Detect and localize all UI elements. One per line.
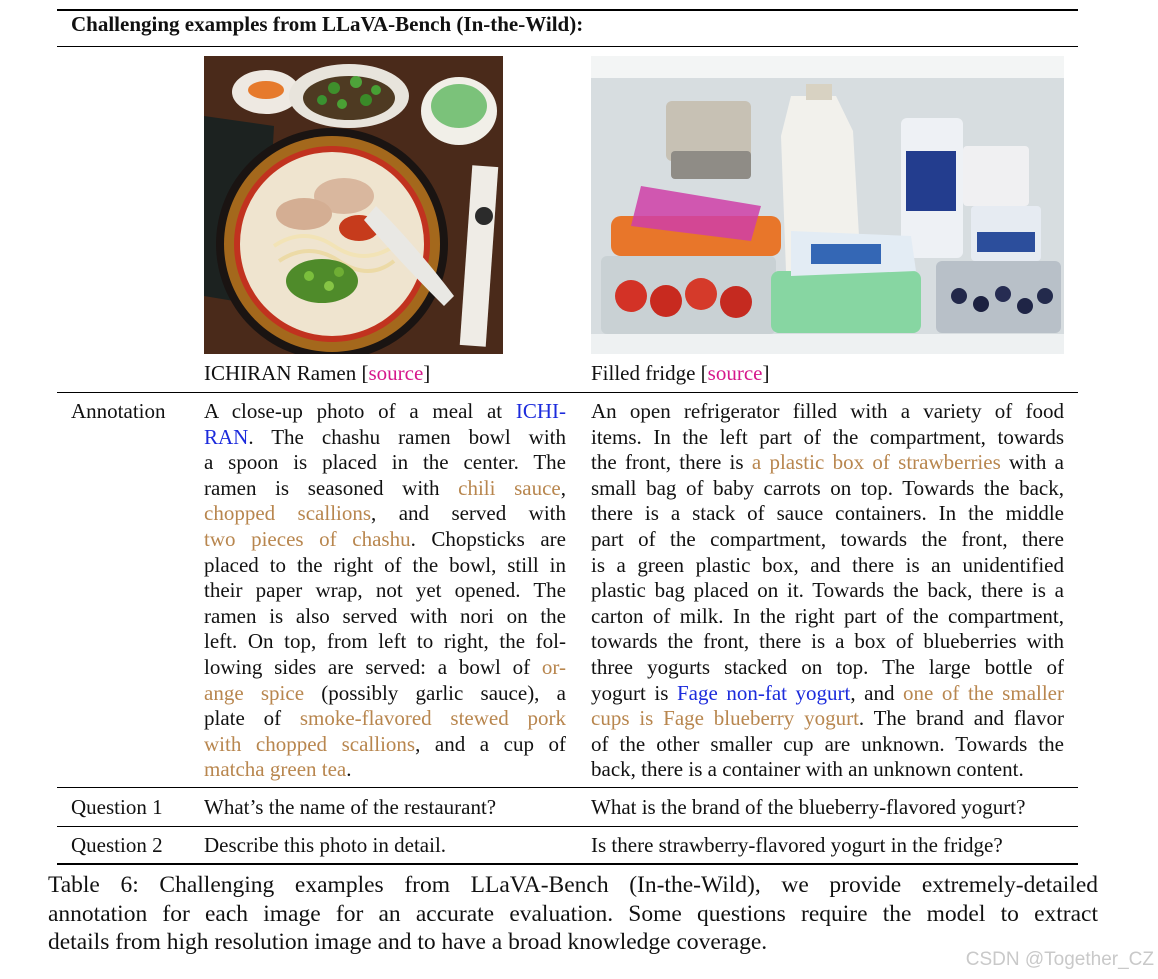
fridge-line-13: cups is Fage blueberry yogurt. The brand and flavor xyxy=(591,706,1064,731)
ramen-question2: Describe this photo in detail. xyxy=(204,833,447,857)
fridge-question2: Is there strawberry-flavored yogurt in the fridge? xyxy=(591,833,1003,857)
fridge-line-10: towards the front, there is a box of blueberries with xyxy=(591,629,1064,654)
table-bottom-rule xyxy=(57,863,1078,865)
fage-link[interactable]: Fage non-fat yogurt xyxy=(676,680,851,705)
ramen-annotation xyxy=(204,399,566,783)
ramen-line-13: plate of smoke-flavored stewed pork xyxy=(204,706,566,731)
table-caption-line-1: Table 6: Challenging examples from LLaVA-Bench (In-the-Wild), we provide extremely-detailed xyxy=(48,872,1098,898)
ramen-question1: What’s the name of the restaurant? xyxy=(204,795,497,819)
fridge-line-9: carton of milk. In the right part of the compartment, xyxy=(591,603,1064,628)
ramen-photo xyxy=(204,56,503,354)
fridge-line-1: An open refrigerator filled with a variety of food xyxy=(591,399,1064,423)
fridge-line-11: three yogurts stacked on top. The large bottle of xyxy=(591,654,1064,679)
hl-chili-sauce: chili sauce xyxy=(458,475,561,500)
fridge-line-6: part of the compartment, towards the front, there xyxy=(591,526,1064,551)
image-row-rule xyxy=(57,392,1078,393)
hl-smoke-pork: smoke-flavored stewed pork xyxy=(299,706,566,731)
hl-with-scallions: with chopped scallions xyxy=(204,731,416,756)
fridge-line-7: is a green plastic box, and there is an unidentified xyxy=(591,552,1064,577)
ramen-line-10: left. On top, from left to right, the fol- xyxy=(204,629,566,654)
hl-orange-part2: ange spice xyxy=(204,680,305,705)
ramen-source-link[interactable]: source xyxy=(368,361,424,385)
ramen-caption: ICHIRAN Ramen [source] xyxy=(204,361,431,385)
fridge-question1: What is the brand of the blueberry-flavored yogurt? xyxy=(591,795,1026,819)
fridge-annotation xyxy=(591,399,1064,783)
fridge-caption: Filled fridge [source] xyxy=(591,361,770,385)
csdn-watermark: CSDN @Together_CZ xyxy=(965,949,1154,970)
fridge-line-14: of the other smaller cup are unknown. Towards the xyxy=(591,731,1064,756)
question1-label: Question 1 xyxy=(71,795,163,819)
fridge-line-5: there is a stack of sauce containers. In the middle xyxy=(591,501,1064,526)
ramen-line-3: a spoon is placed in the center. The xyxy=(204,450,566,475)
fridge-line-8: plastic bag placed on it. Towards the back, there is a xyxy=(591,578,1064,603)
fridge-line-15: back, there is a container with an unknown content. xyxy=(591,757,1024,782)
fridge-line-3: the front, there is a plastic box of strawberries with a xyxy=(591,450,1064,475)
table-caption xyxy=(48,871,1098,957)
ramen-line-7: placed to the right of the bowl, still in xyxy=(204,552,566,577)
ramen-caption-name: ICHIRAN Ramen xyxy=(204,361,357,385)
hl-smaller: one of the smaller xyxy=(903,680,1064,705)
fridge-source-link[interactable]: source xyxy=(707,361,763,385)
ramen-line-2: RAN. The chashu ramen bowl with xyxy=(204,424,566,449)
annotation-label: Annotation xyxy=(71,399,166,423)
ichiran-link-part1[interactable]: ICHI- xyxy=(515,399,566,423)
ramen-line-1: A close-up photo of a meal at ICHI- xyxy=(204,399,566,423)
question2-label: Question 2 xyxy=(71,833,163,857)
fridge-line-2: items. In the left part of the compartment, towards xyxy=(591,424,1064,449)
fridge-line-12: yogurt is Fage non-fat yogurt, and one of the smaller xyxy=(591,680,1064,705)
ramen-line-5: chopped scallions, and served with xyxy=(204,501,566,526)
table-caption-line-2: annotation for each image for an accurate evaluation. Some questions require the model to extract xyxy=(48,900,1098,927)
fridge-photo xyxy=(591,56,1064,354)
table-caption-line-3: details from high resolution image and to have a broad knowledge coverage. xyxy=(48,929,768,955)
hl-strawberries: a plastic box of strawberries xyxy=(751,450,1001,475)
ramen-line-8: their paper wrap, not yet opened. The xyxy=(204,578,566,603)
fridge-photo-illustration xyxy=(591,56,1064,354)
hl-two-pieces-chashu: two pieces of chashu xyxy=(204,526,411,551)
hl-chopped-scallions: chopped scallions xyxy=(204,501,372,526)
table-top-rule xyxy=(57,9,1078,11)
annotation-row-rule xyxy=(57,787,1078,788)
ramen-line-15: matcha green tea. xyxy=(204,757,352,782)
ramen-line-12: ange spice (possibly garlic sauce), a xyxy=(204,680,566,705)
hl-cups-blueberry: cups is Fage blueberry yogurt xyxy=(591,706,859,731)
fridge-line-4: small bag of baby carrots on top. Towards the back, xyxy=(591,475,1064,500)
table-title: Challenging examples from LLaVA-Bench (In-the-Wild): xyxy=(71,12,584,36)
ramen-photo-illustration xyxy=(204,56,503,354)
title-rule xyxy=(57,46,1078,47)
ramen-line-11: lowing sides are served: a bowl of or- xyxy=(204,654,566,679)
ramen-line-14: with chopped scallions, and a cup of xyxy=(204,731,566,756)
ichiran-link-part2[interactable]: RAN xyxy=(204,424,249,449)
hl-matcha: matcha green tea xyxy=(204,757,347,782)
ramen-line-4: ramen is seasoned with chili sauce, xyxy=(204,475,566,500)
question1-row-rule xyxy=(57,826,1078,827)
ramen-line-9: ramen is also served with nori on the xyxy=(204,603,566,628)
ramen-line-6: two pieces of chashu. Chopsticks are xyxy=(204,526,566,551)
fridge-caption-name: Filled fridge xyxy=(591,361,696,385)
hl-orange-part1: or- xyxy=(541,654,566,679)
